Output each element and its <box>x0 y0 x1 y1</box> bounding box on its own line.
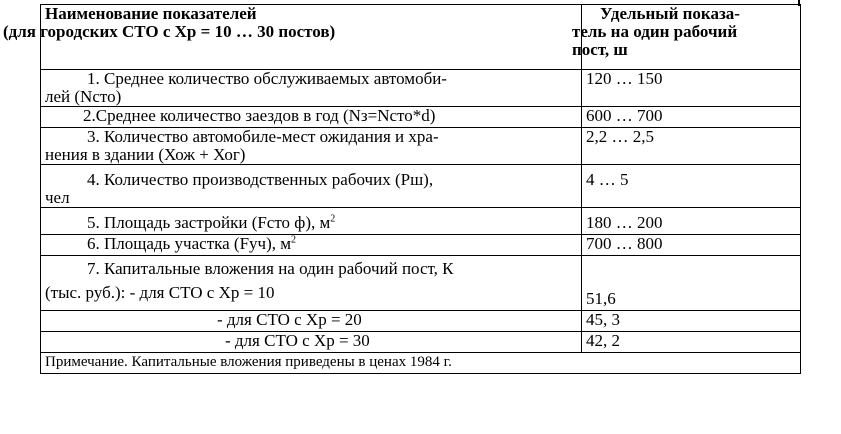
unit-exponent: 2 <box>330 213 336 225</box>
indicator-name-line-1 <box>45 235 577 253</box>
indicator-name-line-1: 1. Среднее количество обслуживаемых автомоби- <box>87 69 447 88</box>
table-row <box>41 70 801 107</box>
indicator-name-line-1: 4. Количество производственных рабочих (Рш), <box>87 170 434 189</box>
page-mark <box>798 0 800 6</box>
table-row <box>41 208 801 235</box>
indicator-value: 2,2 … 2,5 <box>582 128 801 165</box>
table-row <box>41 165 801 208</box>
table-note: Примечание. Капитальные вложения приведены в ценах 1984 г. <box>41 353 801 374</box>
indicator-name <box>41 165 582 208</box>
header-value-line-1: Удельный показа- <box>600 4 740 23</box>
indicator-sub-name: - для СТО с Хр = 30 <box>41 332 582 353</box>
indicator-name <box>41 256 582 311</box>
table-header-row <box>41 5 801 70</box>
table-row <box>41 107 801 128</box>
header-name-line-2: (для городских СТО с Хр = 10 … 30 постов) <box>3 22 336 41</box>
indicator-value: 700 … 800 <box>582 235 801 256</box>
indicator-name <box>41 70 582 107</box>
indicator-name-line-2: нения в здании (Хож + Хог) <box>45 145 246 164</box>
unit-exponent: 2 <box>291 234 296 246</box>
indicator-value: 51,6 <box>582 256 801 311</box>
indicator-name-line-2: (тыс. руб.): - для СТО с Хр = 10 <box>45 283 275 302</box>
indicator-name-text: 6. Площадь участка (Fуч), м <box>87 234 291 253</box>
indicator-name-line-1: 7. Капитальные вложения на один рабочий пост, К <box>87 259 454 278</box>
indicator-value: 120 … 150 <box>582 70 801 107</box>
table-row <box>41 311 801 332</box>
indicator-name <box>41 208 582 235</box>
indicator-name-line-1: 2.Среднее количество заездов в год (Nз=Nсто*d) <box>83 106 436 125</box>
header-value-line-3: пост, ш <box>572 40 628 59</box>
indicator-sub-name: - для СТО с Хр = 20 <box>41 311 582 332</box>
header-name-cell <box>3 4 582 70</box>
indicator-name-line-1: 3. Количество автомобиле-мест ожидания и хра- <box>87 127 439 146</box>
indicator-value: 42, 2 <box>582 332 801 353</box>
table-row <box>41 128 801 165</box>
indicator-name-line-1 <box>45 214 577 232</box>
indicator-name-line-2: лей (Nсто) <box>45 87 122 106</box>
indicator-value: 600 … 700 <box>582 107 801 128</box>
indicator-name <box>41 235 582 256</box>
header-name-line-1: Наименование показателей <box>45 4 257 23</box>
note-row <box>41 353 801 374</box>
indicator-value: 4 … 5 <box>582 165 801 208</box>
indicator-name <box>41 107 582 128</box>
indicator-name-line-2: чел <box>45 188 70 207</box>
indicators-table <box>3 4 801 374</box>
header-value-line-2: тель на один рабочий <box>572 22 738 41</box>
table-row <box>41 256 801 311</box>
indicator-value: 45, 3 <box>582 311 801 332</box>
indicator-value: 180 … 200 <box>582 208 801 235</box>
header-value-cell <box>572 4 801 70</box>
document-page <box>3 4 800 374</box>
indicator-name-text: 5. Площадь застройки (Fсто ф), м <box>87 213 331 232</box>
table-row <box>41 235 801 256</box>
table-row <box>41 332 801 353</box>
indicator-name <box>41 128 582 165</box>
